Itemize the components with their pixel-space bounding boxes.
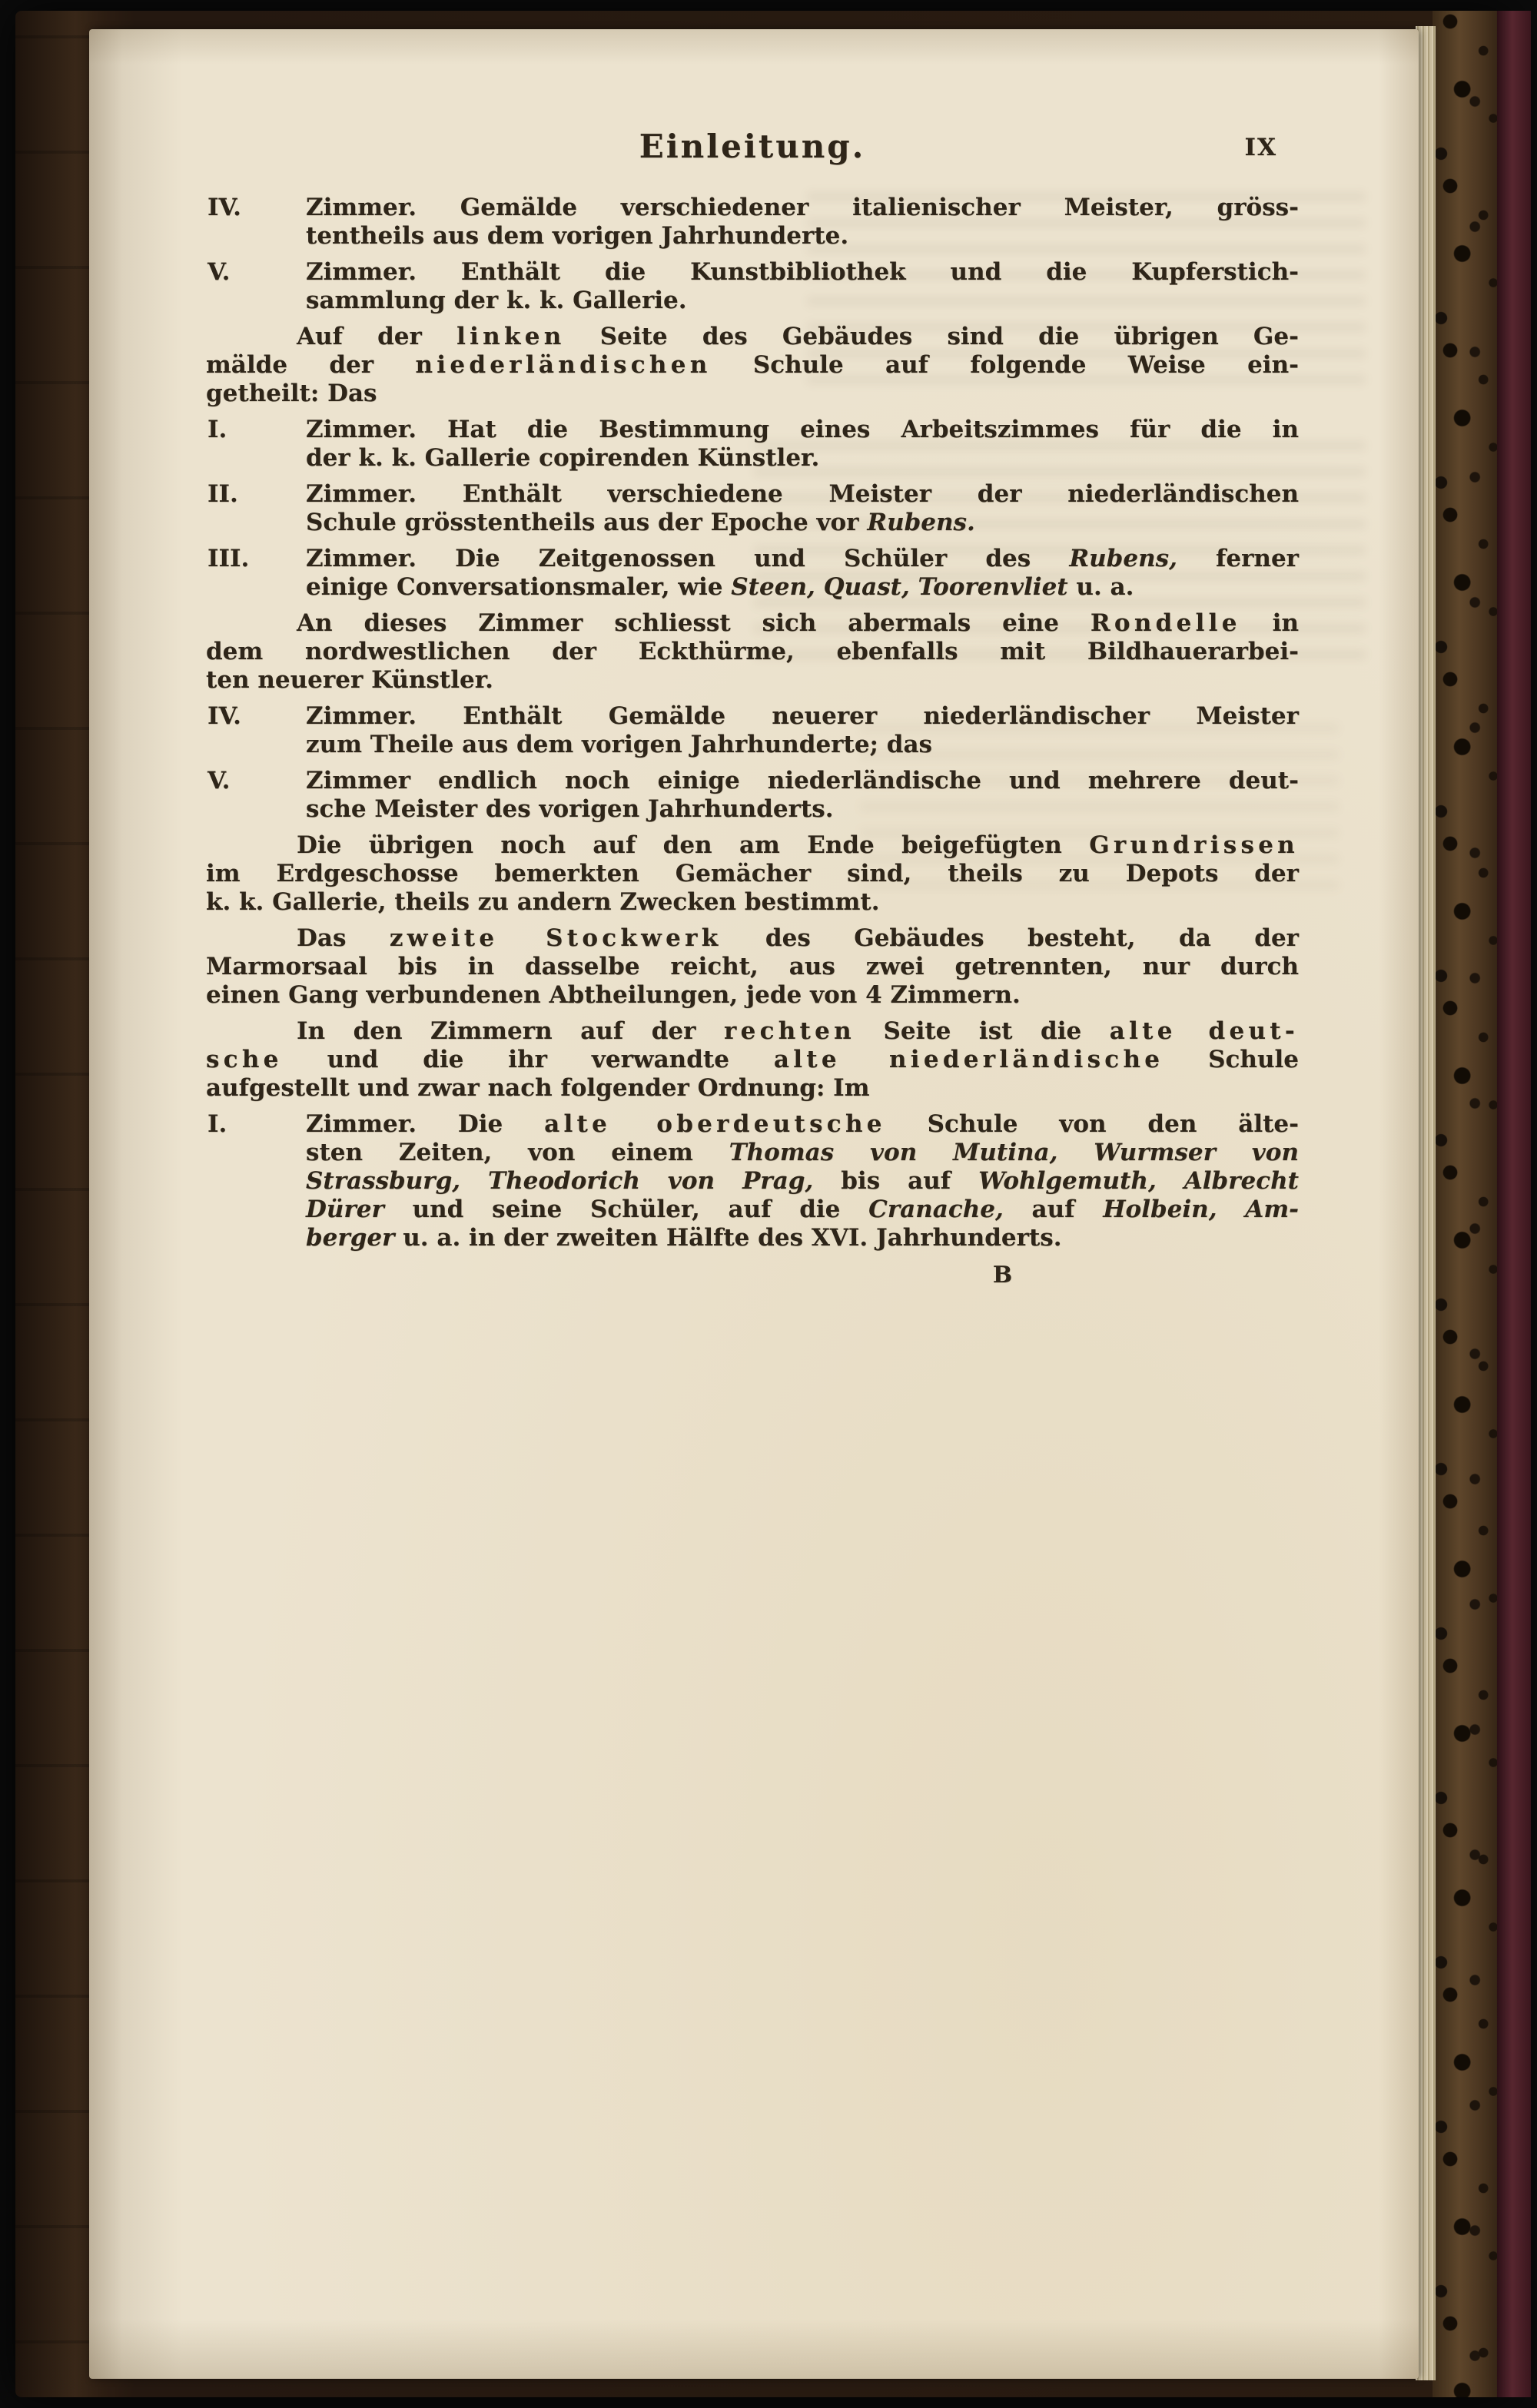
paragraph <box>207 1110 1300 1252</box>
text-line <box>206 953 1299 981</box>
paragraph <box>206 831 1299 917</box>
text-line <box>207 416 1299 444</box>
text-line <box>306 1196 1299 1224</box>
text-segment: Thomas von Mutina, Wurmser von <box>729 1139 1300 1166</box>
text-line <box>206 1046 1299 1074</box>
text-line <box>206 380 1299 408</box>
text-segment: Holbein, Am- <box>1103 1196 1299 1223</box>
text-segment: Rondelle <box>1090 609 1241 637</box>
text-segment: u. a. <box>1067 573 1134 601</box>
text-segment: einige Conversationsmaler, wie <box>306 573 732 601</box>
text-segment: Zimmer. Enthält verschiedene Meister der niederländischen <box>306 480 1299 508</box>
paragraph <box>206 609 1299 695</box>
text-line <box>306 573 1299 602</box>
text-line <box>206 924 1299 953</box>
text-line <box>207 767 1299 795</box>
text-segment: bis auf <box>813 1167 979 1195</box>
text-line <box>306 1167 1299 1196</box>
text-segment: rechten <box>723 1017 855 1045</box>
text-segment: alte oberdeutsche <box>544 1110 886 1138</box>
paragraph <box>207 702 1299 759</box>
text-line <box>206 351 1299 380</box>
text-segment: Dürer <box>306 1196 384 1223</box>
paragraph <box>206 924 1299 1010</box>
text-segment: Strassburg, Theodorich von Prag, <box>306 1167 814 1195</box>
item-number: III. <box>207 545 250 572</box>
page-number: IX <box>1244 134 1277 161</box>
text-line <box>206 981 1299 1010</box>
paragraph <box>207 767 1299 824</box>
text-segment: aufgestellt und zwar nach folgender Ordnung: Im <box>206 1074 870 1102</box>
text-segment: auf <box>1003 1196 1104 1223</box>
page-header <box>206 128 1299 177</box>
text-line <box>206 323 1299 351</box>
text-segment: ten neuerer Künstler. <box>206 666 493 694</box>
text-segment: Seite des Gebäudes sind die übrigen Ge- <box>565 323 1299 350</box>
text-segment: alte deut- <box>1109 1017 1300 1045</box>
paragraph <box>207 545 1300 602</box>
text-segment: sche <box>206 1046 283 1073</box>
text-segment: In den Zimmern auf der <box>297 1017 724 1045</box>
text-line <box>206 1017 1299 1046</box>
text-segment: sten Zeiten, von einem <box>306 1139 729 1166</box>
paragraph <box>206 1017 1299 1103</box>
text-segment: Grundrissen <box>1089 831 1299 859</box>
text-segment: Cranache, <box>868 1196 1004 1223</box>
text-segment: sammlung der k. k. Gallerie. <box>306 287 687 314</box>
paragraph <box>206 323 1299 408</box>
text-line <box>306 1139 1299 1167</box>
text-line <box>306 795 1299 824</box>
text-line <box>206 831 1299 860</box>
text-line <box>206 1074 1299 1103</box>
text-segment: k. k. Gallerie, theils zu andern Zwecken bestimmt. <box>206 888 880 916</box>
item-number: II. <box>207 480 238 508</box>
text-segment: berger <box>306 1224 395 1252</box>
text-line <box>207 258 1299 287</box>
text-block <box>206 194 1299 1252</box>
text-line <box>206 638 1299 666</box>
item-number: IV. <box>207 702 241 730</box>
text-segment: Zimmer. Die <box>306 1110 545 1138</box>
text-segment: dem nordwestlichen der Eckthürme, ebenfalls mit Bildhauerarbei- <box>206 638 1299 665</box>
text-line <box>306 731 1299 759</box>
text-segment: Rubens. <box>867 509 975 536</box>
text-segment: Zimmer. Die Zeitgenossen und Schüler des <box>306 545 1070 572</box>
text-segment: zum Theile aus dem vorigen Jahrhunderte; das <box>306 731 932 758</box>
text-segment: zweite Stockwerk <box>389 924 722 952</box>
text-segment: Zimmer. Enthält Gemälde neuerer niederländischer Meister <box>306 702 1299 730</box>
signature-mark: B <box>992 1262 1013 1289</box>
text-line <box>206 666 1299 695</box>
text-segment: in <box>1240 609 1299 637</box>
marbled-cover-edge <box>1432 11 1503 2397</box>
text-segment: einen Gang verbundenen Abtheilungen, jede von 4 Zimmern. <box>206 981 1021 1009</box>
text-segment: Zimmer. Gemälde verschiedener italienischer Meister, gröss- <box>306 194 1299 221</box>
item-number: I. <box>207 1110 227 1138</box>
paragraph <box>207 480 1299 537</box>
text-segment: Steen, Quast, Toorenvliet <box>731 573 1068 601</box>
text-segment: linken <box>456 323 566 350</box>
text-segment: Zimmer. Enthält die Kunstbibliothek und die Kupferstich- <box>306 258 1299 286</box>
text-segment: Wohlgemuth, Albrecht <box>978 1167 1299 1195</box>
text-line <box>207 1110 1300 1139</box>
text-segment: Die übrigen noch auf den am Ende beigefügten <box>297 831 1090 859</box>
item-number: V. <box>207 258 231 286</box>
text-segment: Seite ist die <box>855 1017 1110 1045</box>
text-segment: ferner <box>1177 545 1300 572</box>
text-line <box>306 222 1299 250</box>
text-segment: Schule von den älte- <box>885 1110 1300 1138</box>
item-number: IV. <box>207 194 241 221</box>
paragraph <box>207 258 1299 315</box>
text-segment: Marmorsaal bis in dasselbe reicht, aus zwei getrennten, nur durch <box>206 953 1299 980</box>
text-segment: der k. k. Gallerie copirenden Künstler. <box>306 444 820 472</box>
text-line <box>207 702 1299 731</box>
text-segment: des Gebäudes besteht, da der <box>722 924 1300 952</box>
text-line <box>207 194 1299 222</box>
text-segment: niederländischen <box>415 351 712 379</box>
text-segment: tentheils aus dem vorigen Jahrhunderte. <box>306 222 849 250</box>
text-segment: sche Meister des vorigen Jahrhunderts. <box>306 795 834 823</box>
paragraph <box>207 194 1299 250</box>
item-number: I. <box>207 416 227 443</box>
text-line <box>306 1224 1299 1252</box>
text-line <box>306 509 1299 537</box>
text-segment: Das <box>297 924 390 952</box>
text-segment: u. a. in der zweiten Hälfte des XVI. Jahrhunderts. <box>394 1224 1062 1252</box>
text-segment: und seine Schüler, auf die <box>383 1196 869 1223</box>
paragraph <box>207 416 1299 473</box>
page-content <box>206 128 1299 1289</box>
signature-line <box>206 1262 1299 1289</box>
text-segment: getheilt: Das <box>206 380 377 407</box>
text-segment: Auf der <box>297 323 457 350</box>
running-title: Einleitung. <box>639 128 866 165</box>
text-segment: Rubens, <box>1069 545 1177 572</box>
book-page <box>89 29 1419 2379</box>
text-line <box>206 860 1299 888</box>
text-line <box>306 444 1299 473</box>
text-line <box>207 545 1300 573</box>
text-segment: Zimmer endlich noch einige niederländische und mehrere deut- <box>306 767 1299 794</box>
cover-maroon-edge <box>1497 11 1531 2397</box>
text-segment: Schule grösstentheils aus der Epoche vor <box>306 509 868 536</box>
text-segment: Zimmer. Hat die Bestimmung eines Arbeitszimmes für die in <box>306 416 1299 443</box>
book-spine-texture <box>15 11 92 2397</box>
text-segment: Schule auf folgende Weise ein- <box>711 351 1299 379</box>
text-segment: im Erdgeschosse bemerkten Gemächer sind, theils zu Depots der <box>206 860 1299 887</box>
text-line <box>206 888 1299 917</box>
text-line <box>306 287 1299 315</box>
text-segment: An dieses Zimmer schliesst sich abermals eine <box>297 609 1091 637</box>
text-segment: alte niederländische <box>773 1046 1164 1073</box>
text-segment: mälde der <box>206 351 416 379</box>
text-segment: und die ihr verwandte <box>282 1046 774 1073</box>
text-line <box>206 609 1299 638</box>
text-segment: Schule <box>1164 1046 1300 1073</box>
item-number: V. <box>207 767 231 794</box>
text-line <box>207 480 1299 509</box>
